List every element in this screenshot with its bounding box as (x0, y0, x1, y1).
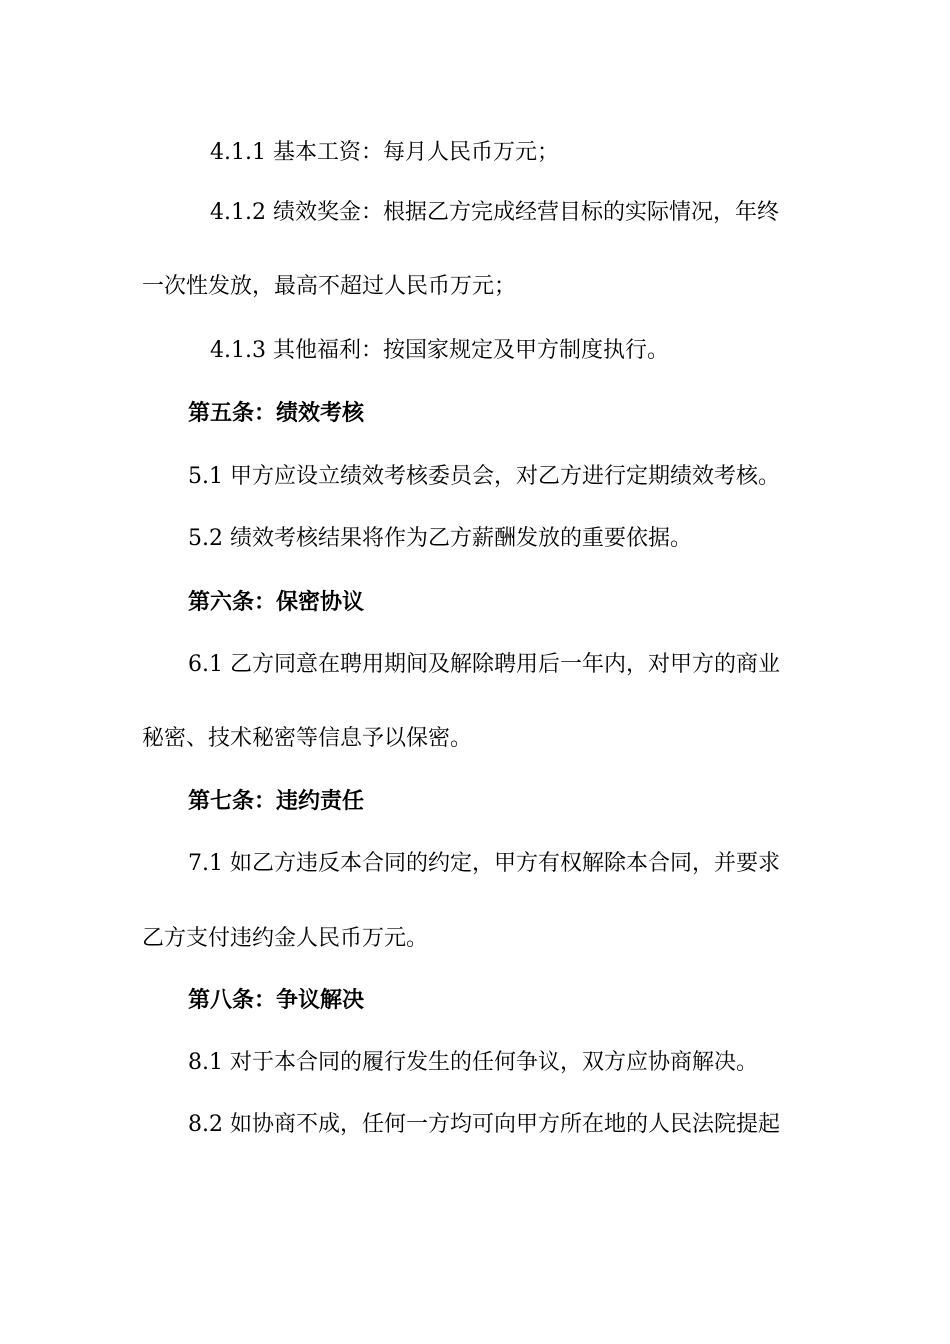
article-8-heading: 第八条：争议解决 (188, 987, 365, 1013)
clause-7-1: 7.1 如乙方违反本合同的约定，甲方有权解除本合同，并要求 (188, 851, 780, 876)
clause-5-1: 5.1 甲方应设立绩效考核委员会，对乙方进行定期绩效考核。 (188, 464, 780, 489)
article-7-heading: 第七条：违约责任 (188, 788, 365, 814)
clause-4-1-2-continued: 一次性发放，最高不超过人民币万元； (142, 274, 517, 299)
clause-4-1-2: 4.1.2 绩效奖金：根据乙方完成经营目标的实际情况，年终 (210, 200, 779, 225)
clause-8-1: 8.1 对于本合同的履行发生的任何争议，双方应协商解决。 (188, 1050, 758, 1075)
clause-7-1-continued: 乙方支付违约金人民币万元。 (142, 926, 429, 951)
clause-8-2: 8.2 如协商不成，任何一方均可向甲方所在地的人民法院提起 (188, 1112, 780, 1137)
article-5-heading: 第五条：绩效考核 (188, 400, 365, 426)
clause-4-1-3: 4.1.3 其他福利：按国家规定及甲方制度执行。 (210, 338, 669, 363)
clause-6-1-continued: 秘密、技术秘密等信息予以保密。 (142, 726, 473, 751)
article-6-heading: 第六条：保密协议 (188, 589, 365, 615)
clause-5-2: 5.2 绩效考核结果将作为乙方薪酬发放的重要依据。 (188, 526, 692, 551)
clause-4-1-1: 4.1.1 基本工资：每月人民币万元； (210, 140, 559, 165)
clause-6-1: 6.1 乙方同意在聘用期间及解除聘用后一年内，对甲方的商业 (188, 652, 780, 677)
